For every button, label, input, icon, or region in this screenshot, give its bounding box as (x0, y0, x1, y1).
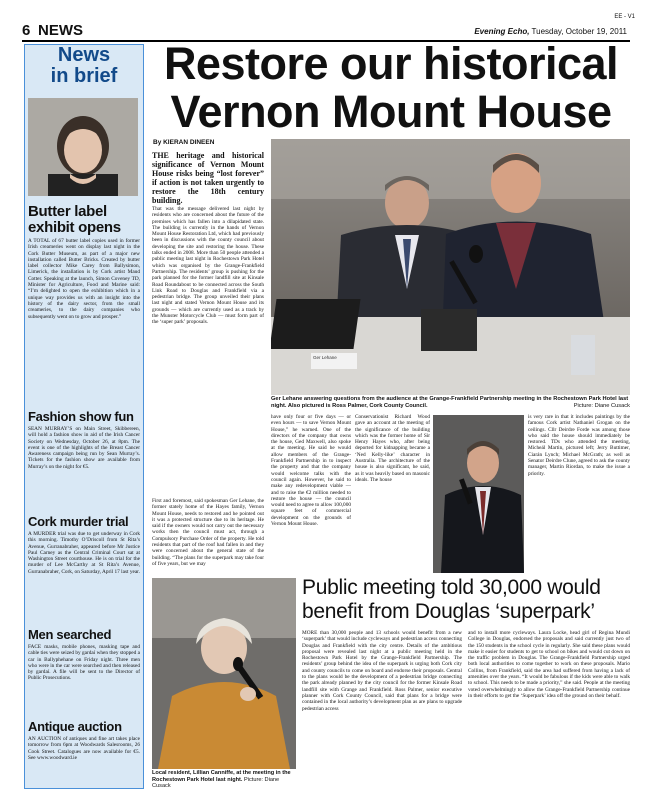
second-caption-text: Local resident, Lillian Canniffe, at the meeting in the Rochestown Park Hotel last night. (152, 770, 291, 783)
article-column-4: Conservationist Richard Wood gave an account at the meeting of the significance of the building which was the former home of Sir Henry Hayes who, after being deported for kidnapping became a ‘Ned Kelly-like’ character in Australia. The architecture of the house is also significant, he said, as it was heavily based on masonic ideals. The house (355, 414, 430, 483)
td-photo (433, 415, 524, 573)
sidebar-title (24, 45, 144, 87)
second-column-1: MORE than 30,000 people and 13 schools would benefit from a new ‘superpark’ that would include cycleways and pedestrian access connecting Douglas and Frankfield with the city centre. Details of the ambitious proposal were revealed last night at a public meeting held in the Rochestown Park Hotel by the Grange-Frankfield Partnership. The residents’ group behind the idea of the superpark is urging both Cork city and county councils to come on board and endorse their proposals. Central to the plans would be the development of a pedestrian bridge connecting the park already planned by the city council for the former Kinsale Road landfill site with Grange and Frankfield. Ross Palmer, senior executive planner with Cork County Council, said that plans for a bridge were contained in the local authority’s development plan as are plans to upgrade pedestrian access (302, 630, 462, 712)
article-column-3: have only four or five days — or even hours — to save Vernon Mount House,” he warned. One of the directors of the company that owns the house, Ged Maxwell, also spoke at the meeting. He said he would allow members of the Grange-Frankfield Partnership in to inspect the property and that the company would welcome talks with the council again. However, he said to make any redevelopment viable — and to raise the €2 million needed to restore the house — the council would need to agree to allow 100,000 square feet of commercial development on the grounds of Vernon Mount House. (271, 414, 351, 528)
second-headline-line1: Public meeting told 30,000 would (302, 576, 601, 599)
brief-headline: Antique auction (28, 719, 122, 734)
byline: By KIERAN DINEEN (153, 139, 215, 146)
edition-code: EE - V1 (614, 14, 635, 20)
brief-headline: Cork murder trial (28, 514, 129, 529)
brief-body: SEAN MURRAY’S on Main Street, Skibbereen, will hold a fashion show in aid of the Irish Cancer Society on Wednesday, October 26, at 8pm. The event is one of the highlights of the Breast Cancer Awareness campaign being run by Sean Murray’s. Tickets for the fashion show are available from Murray’s on the night for €5. (28, 426, 140, 470)
second-headline (302, 576, 630, 624)
second-caption-credit: Picture: Diane Cusack (152, 776, 280, 789)
page-number: 6 (22, 22, 31, 39)
brief-body: FACE masks, mobile phones, masking tape and cable ties were seized by gardaí when they stopped a car in Ballyphehane on Friday night. Three men who were in the car were searched and then released by gardaí. A file will be sent to the Director of Public Prosecutions. (28, 644, 140, 682)
second-photo-caption (152, 770, 298, 790)
brief-headline: Butter label exhibit opens (28, 203, 121, 236)
brief-headline: Fashion show fun (28, 409, 134, 424)
section-label: NEWS (38, 22, 83, 39)
main-photo-caption (271, 396, 630, 410)
date: Tuesday, October 19, 2011 (531, 27, 627, 36)
article-intro: THE heritage and historical significance of Vernon Mount House risks being “lost forever” if action is not taken urgently to restore the 18th century building. (152, 151, 264, 205)
brief-body: A MURDER trial was due to get underway in Cork this morning. Timothy O’Driscoll from St Rita’s Avenue, Gurranabraher, appeared before Mr Justice Paul Carney as the Central Criminal Court sat at Washington Street courthouse. He is on trial for the murder of Lee McCarthy at St Rita’s Avenue, Gurranabraher, Cork, on Saturday, April 17 last year. (28, 531, 140, 575)
nameplate: Ger Lehane (313, 355, 337, 360)
portrait-photo (28, 98, 138, 196)
second-headline-line2: benefit from Douglas ‘superpark’ (302, 600, 595, 623)
article-column-5: is very rare in that it includes paintings by the famous Cork artist Nathaniel Grogan on the ceilings. Cllr Deirdre Forde was among those who said the house should immediately be restored. TDs who attended the meeting, Micheál Martin, pictured left; Jerry Buttimer, Ciarán Lynch; Michael McGrath; as well as Senator Deirdre Clune, agreed to ask the county manager, Martin Riordan, to make the issue a priority. (528, 414, 630, 477)
paper-name: Evening Echo, (474, 27, 530, 36)
brief-body: AN AUCTION of antiques and fine art takes place tomorrow from 6pm at Woodwards Salesrooms, 26 Cook Street. Catalogues are now available for €5. See www.woodward.ie (28, 736, 140, 761)
brief-body: A TOTAL of 67 butter label copies used in former Irish creameries went on display last night in the Cork Butter Museum, as part of a major new installation called Butter Bricks. Created by butter label collector Mike Carey from Ballysimon, Limerick, the installation is by Cork artist Maud Cotter. Speaking at the launch, Simon Coveney TD, Minister for Agriculture, Food and Marine said: “I’m delighted to open the exhibition which in a unique way provides us with an insight into the history of the dairy sector, from the small creameries, to the dairy companies who subsequently went on to grow and prosper.” (28, 238, 140, 320)
paper-dateline (474, 27, 627, 36)
brief-headline: Men searched (28, 627, 112, 642)
second-column-2: and to install more cycleways. Laura Locke, head girl of Regina Mundi College in Douglas, endorsed the proposals and said currently just two of the 150 students in the school cycle in regularly. She said these plans would make it easier for students to get to school on bikes and would cut down on the traffic problem in Douglas. The Grange-Frankfield Partnership urged both local authorities to come together to work on these proposals. Mario Collins, from Frankfield, said the area had suffered from having a lack of amenities over the years. “It would be fabulous if the kids were able to walk to school. This needs to be made a priority,” she said. People at the meeting voted overwhelmingly to allow the Grange-Frankfield Partnership continue in their efforts to get the ‘Superpark’ idea off the ground on their behalf. (468, 630, 630, 699)
main-headline-line1: Restore our historical (163, 38, 619, 89)
article-column-2: First and foremost, said spokesman Ger Lehane, the former stately home of the Hayes family, Vernon Mount House, needs to restored and he pointed out it was a protected structure due to its heritage. He said if the owners would not carry out the necessary works then the council must act, through a Compulsory Purchase Order of the property. He told residents that part of the roof had fallen in and they were concerned about the general state of the building. “The plans for the superpark may take four of five years, but we may (152, 498, 264, 567)
sidebar-title-line1: News (57, 44, 111, 66)
sidebar-title-line2: in brief (50, 65, 118, 87)
main-caption-credit: Picture: Diane Cusack (573, 403, 630, 409)
main-headline (152, 40, 630, 136)
main-caption-text: Ger Lehane answering questions from the audience at the Grange-Frankfield Partnership meeting in the Rochestown Park Hotel last night. Also pictured is Ross Palmer, Cork County Council. (271, 396, 629, 409)
article-column-1: That was the message delivered last night by residents who are concerned about the future of the premises which has fallen into a dilapidated state. The building is currently in the hands of Vernon Mount House Restoration Ltd, which had previously been in discussions with the county council about developing the site and restoring the house. These talks ended in 2008. More than 50 people attended a public meeting last night in Rochestown Park Hotel which was organised by the Grange-Frankfield Partnership. The residents’ group is pushing for the park planned for the former landfill site at Kinsale Road Roundabout to be connected across the South Link Road to Douglas and Frankfield via a pedestrian bridge. The group unveiled their plans last night and stated Vernon Mount House and its grounds — which are currently used as a track by the Munster Motorcycle Club — must form part of the ‘super park’ proposals. (152, 206, 264, 326)
main-headline-line2: Vernon Mount House (170, 86, 612, 137)
resident-photo (152, 578, 296, 769)
